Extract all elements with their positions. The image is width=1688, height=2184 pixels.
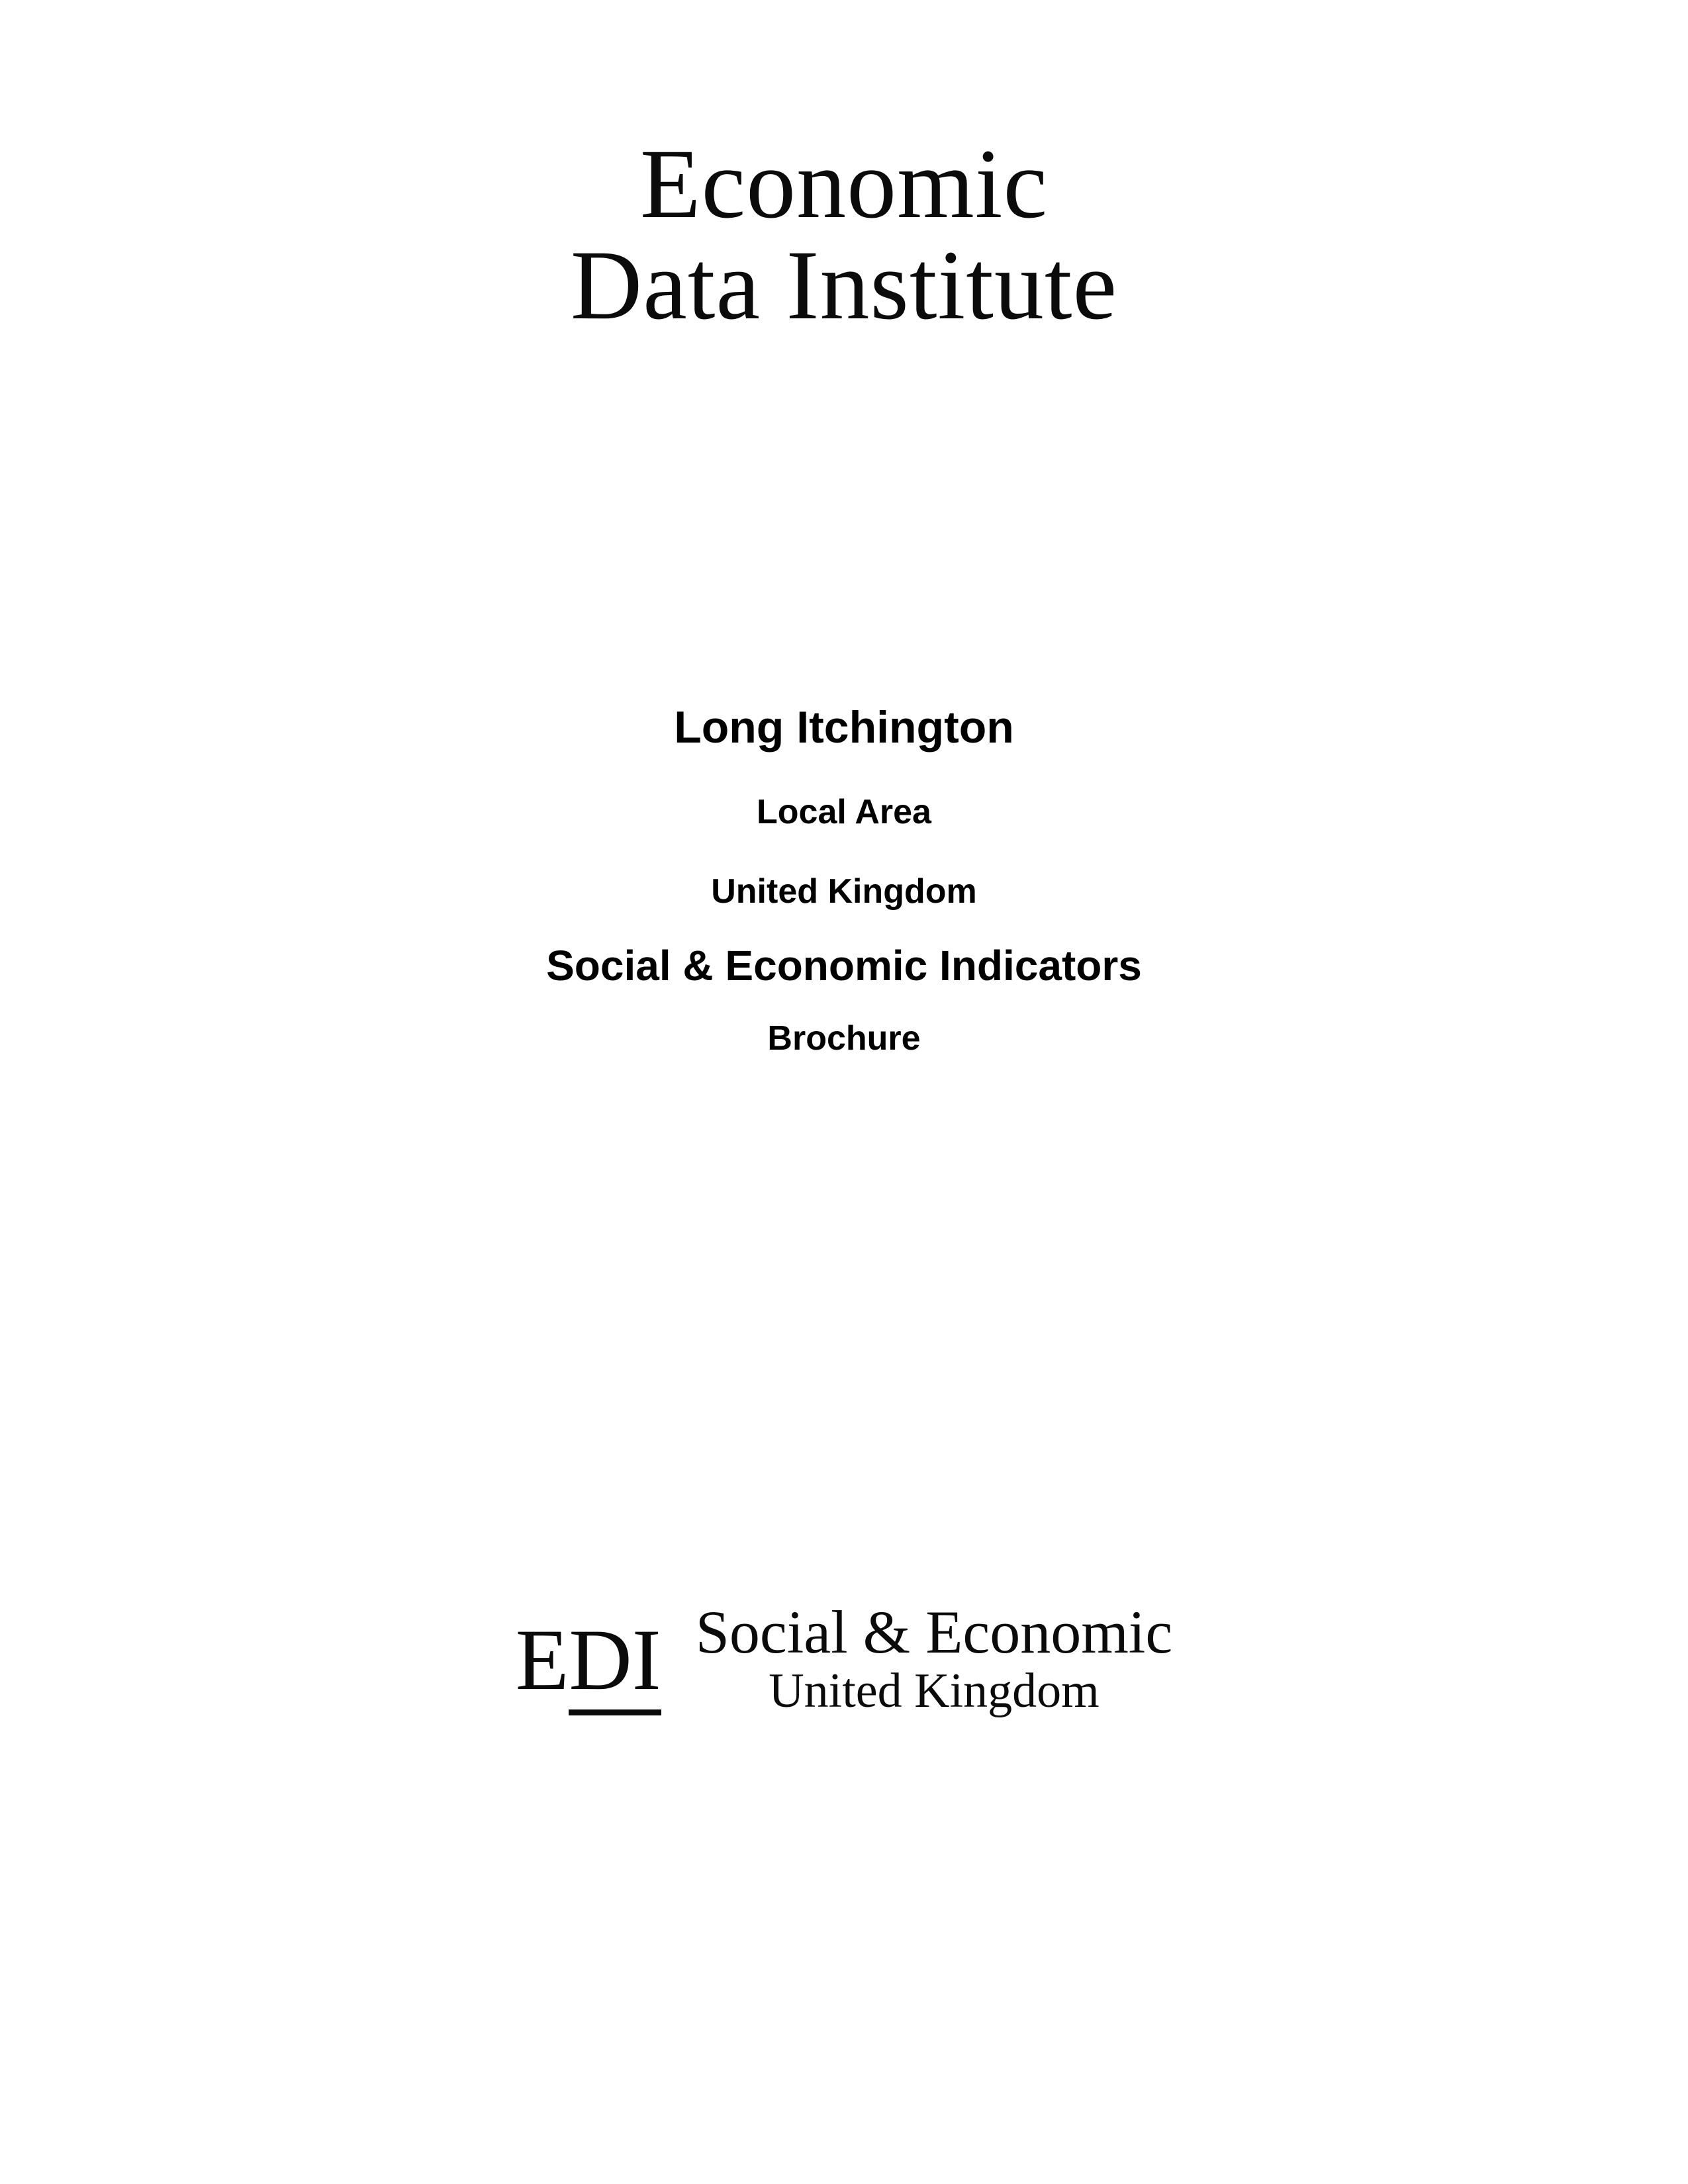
edi-wordmark [695, 1598, 1173, 1718]
area-type-label: Local Area [757, 793, 931, 831]
edi-wordmark-line1: Social & Economic [695, 1598, 1173, 1666]
masthead-line-economic: Economic [639, 129, 1049, 239]
subject-label: Social & Economic Indicators [546, 942, 1142, 989]
edi-monogram-e: E [515, 1611, 569, 1708]
masthead-line-data-institute: Data Institute [570, 230, 1118, 340]
page-title: Long Itchington [674, 702, 1014, 752]
cover-title-block [0, 702, 1688, 1058]
document-type-label: Brochure [767, 1019, 921, 1058]
edi-monogram [515, 1611, 661, 1708]
edi-wordmark-line2: United Kingdom [769, 1664, 1100, 1718]
edi-footer-logo [0, 1598, 1688, 1718]
publisher-masthead [570, 129, 1118, 340]
edi-monogram-di: DI [569, 1611, 661, 1715]
country-label: United Kingdom [711, 872, 977, 911]
